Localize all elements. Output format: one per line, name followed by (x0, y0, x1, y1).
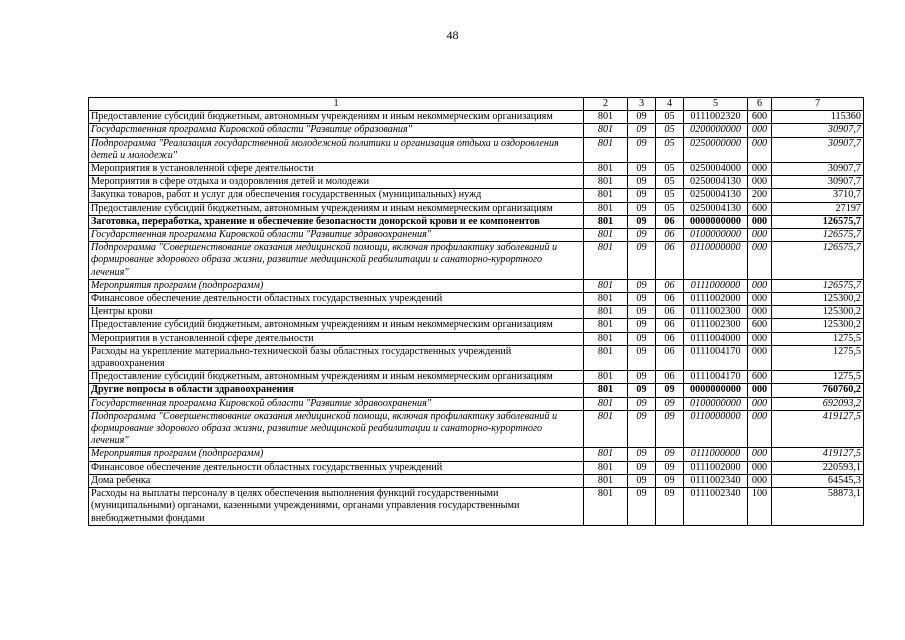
row-code-5: 0111002340 (684, 488, 748, 526)
row-amount: 419127,5 (772, 410, 864, 448)
row-code-2: 801 (584, 202, 628, 215)
row-code-2: 801 (584, 488, 628, 526)
row-code-6: 000 (748, 397, 772, 410)
row-code-2: 801 (584, 163, 628, 176)
table-row (89, 163, 864, 176)
row-code-3: 09 (628, 306, 656, 319)
column-header: 3 (628, 98, 656, 111)
row-code-4: 06 (656, 215, 684, 228)
row-name: Государственная программа Кировской области "Развитие образования" (89, 124, 584, 137)
table-row (89, 371, 864, 384)
row-code-4: 09 (656, 474, 684, 487)
row-code-3: 09 (628, 319, 656, 332)
row-code-6: 000 (748, 242, 772, 280)
row-code-5: 0111000000 (684, 448, 748, 461)
row-code-5: 0111002300 (684, 306, 748, 319)
row-name: Подпрограмма "Совершенствование оказания медицинской помощи, включая профилактику заболеваний и формирование здорового образа жизни, развитие медицинской реабилитации и санаторно-курортного лечения" (89, 410, 584, 448)
row-amount: 1275,5 (772, 332, 864, 345)
table-row (89, 384, 864, 397)
page-number: 48 (446, 28, 459, 42)
row-code-2: 801 (584, 111, 628, 124)
table-row (89, 124, 864, 137)
row-code-5: 0111000000 (684, 279, 748, 292)
row-code-6: 600 (748, 371, 772, 384)
row-code-5: 0250004130 (684, 202, 748, 215)
row-amount: 27197 (772, 202, 864, 215)
row-code-5: 0111004170 (684, 345, 748, 370)
table-row (89, 474, 864, 487)
table-row (89, 111, 864, 124)
row-code-4: 06 (656, 242, 684, 280)
row-code-3: 09 (628, 384, 656, 397)
row-amount: 126575,7 (772, 215, 864, 228)
budget-table (88, 97, 864, 526)
row-name: Центры крови (89, 306, 584, 319)
column-header: 7 (772, 98, 864, 111)
row-name: Подпрограмма "Реализация государственной молодежной политики и организация отдыха и оздоровления детей и молодежи" (89, 137, 584, 162)
row-code-6: 000 (748, 215, 772, 228)
row-code-5: 0250004130 (684, 176, 748, 189)
table-row (89, 319, 864, 332)
row-code-2: 801 (584, 215, 628, 228)
table-row (89, 279, 864, 292)
row-name: Государственная программа Кировской области "Развитие здравоохранения" (89, 229, 584, 242)
row-code-4: 06 (656, 306, 684, 319)
row-code-4: 05 (656, 137, 684, 162)
row-code-3: 09 (628, 202, 656, 215)
column-header: 4 (656, 98, 684, 111)
table-row (89, 242, 864, 280)
row-code-6: 600 (748, 319, 772, 332)
row-amount: 760760,2 (772, 384, 864, 397)
row-code-6: 600 (748, 202, 772, 215)
row-code-3: 09 (628, 176, 656, 189)
row-code-3: 09 (628, 111, 656, 124)
row-code-2: 801 (584, 474, 628, 487)
row-code-2: 801 (584, 124, 628, 137)
row-code-5: 0100000000 (684, 229, 748, 242)
row-code-5: 0110000000 (684, 242, 748, 280)
row-code-3: 09 (628, 488, 656, 526)
row-name: Финансовое обеспечение деятельности областных государственных учреждений (89, 293, 584, 306)
row-code-3: 09 (628, 293, 656, 306)
row-code-6: 600 (748, 111, 772, 124)
row-code-4: 06 (656, 371, 684, 384)
row-code-3: 09 (628, 345, 656, 370)
row-code-2: 801 (584, 384, 628, 397)
row-name: Предоставление субсидий бюджетным, автономным учреждениям и иным некоммерческим организациям (89, 202, 584, 215)
row-code-2: 801 (584, 189, 628, 202)
row-code-5: 0250000000 (684, 137, 748, 162)
row-code-5: 0250004000 (684, 163, 748, 176)
row-code-4: 06 (656, 345, 684, 370)
row-code-2: 801 (584, 279, 628, 292)
row-code-3: 09 (628, 410, 656, 448)
row-code-5: 0111004000 (684, 332, 748, 345)
table-row (89, 189, 864, 202)
row-code-5: 0110000000 (684, 410, 748, 448)
row-amount: 30907,7 (772, 124, 864, 137)
row-code-4: 05 (656, 202, 684, 215)
row-amount: 126575,7 (772, 279, 864, 292)
row-code-6: 000 (748, 461, 772, 474)
row-code-4: 06 (656, 279, 684, 292)
row-code-2: 801 (584, 306, 628, 319)
row-code-5: 0000000000 (684, 384, 748, 397)
row-code-4: 05 (656, 189, 684, 202)
row-name: Государственная программа Кировской области "Развитие здравоохранения" (89, 397, 584, 410)
row-code-4: 09 (656, 448, 684, 461)
table-row (89, 488, 864, 526)
table-row (89, 410, 864, 448)
row-code-4: 05 (656, 111, 684, 124)
row-code-2: 801 (584, 319, 628, 332)
row-amount: 3710,7 (772, 189, 864, 202)
row-code-6: 000 (748, 279, 772, 292)
row-code-6: 000 (748, 124, 772, 137)
row-name: Предоставление субсидий бюджетным, автономным учреждениям и иным некоммерческим организациям (89, 371, 584, 384)
row-code-4: 06 (656, 319, 684, 332)
row-code-4: 06 (656, 332, 684, 345)
table-row (89, 397, 864, 410)
row-code-2: 801 (584, 345, 628, 370)
row-amount: 220593,1 (772, 461, 864, 474)
row-code-3: 09 (628, 242, 656, 280)
row-amount: 419127,5 (772, 448, 864, 461)
row-code-3: 09 (628, 137, 656, 162)
table-row (89, 332, 864, 345)
row-code-3: 09 (628, 163, 656, 176)
row-code-5: 0250004130 (684, 189, 748, 202)
row-code-6: 200 (748, 189, 772, 202)
row-name: Предоставление субсидий бюджетным, автономным учреждениям и иным некоммерческим организациям (89, 111, 584, 124)
row-amount: 125300,2 (772, 319, 864, 332)
row-code-6: 000 (748, 332, 772, 345)
row-code-3: 09 (628, 461, 656, 474)
row-code-4: 06 (656, 293, 684, 306)
table-row (89, 202, 864, 215)
row-code-4: 05 (656, 163, 684, 176)
row-code-3: 09 (628, 215, 656, 228)
row-code-6: 000 (748, 410, 772, 448)
table-row (89, 461, 864, 474)
row-name: Заготовка, переработка, хранение и обеспечение безопасности донорской крови и ее компонентов (89, 215, 584, 228)
row-name: Финансовое обеспечение деятельности областных государственных учреждений (89, 461, 584, 474)
row-amount: 115360 (772, 111, 864, 124)
row-code-2: 801 (584, 293, 628, 306)
column-header: 5 (684, 98, 748, 111)
row-amount: 692093,2 (772, 397, 864, 410)
row-amount: 126575,7 (772, 242, 864, 280)
row-amount: 1275,5 (772, 371, 864, 384)
row-code-4: 09 (656, 384, 684, 397)
column-header: 6 (748, 98, 772, 111)
row-code-6: 000 (748, 163, 772, 176)
row-code-3: 09 (628, 448, 656, 461)
row-code-3: 09 (628, 474, 656, 487)
row-code-6: 000 (748, 176, 772, 189)
row-name: Расходы на укрепление материально-технической базы областных государственных учреждений здравоохранения (89, 345, 584, 370)
table-row (89, 306, 864, 319)
row-code-2: 801 (584, 461, 628, 474)
row-code-5: 0111002000 (684, 461, 748, 474)
table-row (89, 215, 864, 228)
row-code-4: 05 (656, 124, 684, 137)
row-code-2: 801 (584, 332, 628, 345)
row-code-4: 09 (656, 488, 684, 526)
row-code-4: 05 (656, 176, 684, 189)
row-amount: 58873,1 (772, 488, 864, 526)
row-amount: 125300,2 (772, 293, 864, 306)
table-row (89, 293, 864, 306)
column-header: 1 (89, 98, 584, 111)
row-code-6: 000 (748, 306, 772, 319)
table-row (89, 137, 864, 162)
row-amount: 30907,7 (772, 137, 864, 162)
row-code-2: 801 (584, 242, 628, 280)
row-name: Мероприятия программ (подпрограмм) (89, 448, 584, 461)
row-code-4: 06 (656, 229, 684, 242)
row-code-6: 000 (748, 448, 772, 461)
row-code-6: 000 (748, 474, 772, 487)
row-code-4: 09 (656, 461, 684, 474)
row-name: Мероприятия в установленной сфере деятельности (89, 332, 584, 345)
row-name: Мероприятия в сфере отдыха и оздоровления детей и молодежи (89, 176, 584, 189)
row-name: Дома ребенка (89, 474, 584, 487)
row-code-3: 09 (628, 371, 656, 384)
row-code-6: 000 (748, 345, 772, 370)
row-code-2: 801 (584, 410, 628, 448)
table-row (89, 345, 864, 370)
row-amount: 125300,2 (772, 306, 864, 319)
row-amount: 64545,3 (772, 474, 864, 487)
row-code-5: 0111004170 (684, 371, 748, 384)
row-code-4: 09 (656, 397, 684, 410)
row-name: Мероприятия программ (подпрограмм) (89, 279, 584, 292)
row-code-2: 801 (584, 448, 628, 461)
column-header: 2 (584, 98, 628, 111)
row-code-2: 801 (584, 397, 628, 410)
row-name: Другие вопросы в области здравоохранения (89, 384, 584, 397)
table-row (89, 229, 864, 242)
table-header-row (89, 98, 864, 111)
row-code-3: 09 (628, 229, 656, 242)
row-code-3: 09 (628, 279, 656, 292)
row-code-3: 09 (628, 332, 656, 345)
row-code-5: 0000000000 (684, 215, 748, 228)
row-code-5: 0100000000 (684, 397, 748, 410)
row-code-2: 801 (584, 229, 628, 242)
table-row (89, 176, 864, 189)
row-code-6: 000 (748, 137, 772, 162)
row-code-5: 0111002320 (684, 111, 748, 124)
row-code-5: 0111002300 (684, 319, 748, 332)
row-code-2: 801 (584, 137, 628, 162)
row-name: Мероприятия в установленной сфере деятельности (89, 163, 584, 176)
row-name: Предоставление субсидий бюджетным, автономным учреждениям и иным некоммерческим организациям (89, 319, 584, 332)
row-code-2: 801 (584, 371, 628, 384)
row-name: Подпрограмма "Совершенствование оказания медицинской помощи, включая профилактику заболеваний и формирование здорового образа жизни, развитие медицинской реабилитации и санаторно-курортного лечения" (89, 242, 584, 280)
row-code-3: 09 (628, 397, 656, 410)
row-amount: 126575,7 (772, 229, 864, 242)
row-code-6: 000 (748, 293, 772, 306)
table-row (89, 448, 864, 461)
row-amount: 30907,7 (772, 163, 864, 176)
row-code-5: 0111002000 (684, 293, 748, 306)
row-code-5: 0111002340 (684, 474, 748, 487)
row-code-4: 09 (656, 410, 684, 448)
row-code-2: 801 (584, 176, 628, 189)
row-code-5: 0200000000 (684, 124, 748, 137)
row-code-6: 000 (748, 384, 772, 397)
row-code-3: 09 (628, 189, 656, 202)
row-code-6: 100 (748, 488, 772, 526)
row-name: Расходы на выплаты персоналу в целях обеспечения выполнения функций государственными (муниципальными) органами, казенными учреждениями, органами управления государственными внебюджетными фондами (89, 488, 584, 526)
row-name: Закупка товаров, работ и услуг для обеспечения государственных (муниципальных) нужд (89, 189, 584, 202)
row-code-3: 09 (628, 124, 656, 137)
row-code-6: 000 (748, 229, 772, 242)
row-amount: 1275,5 (772, 345, 864, 370)
row-amount: 30907,7 (772, 176, 864, 189)
